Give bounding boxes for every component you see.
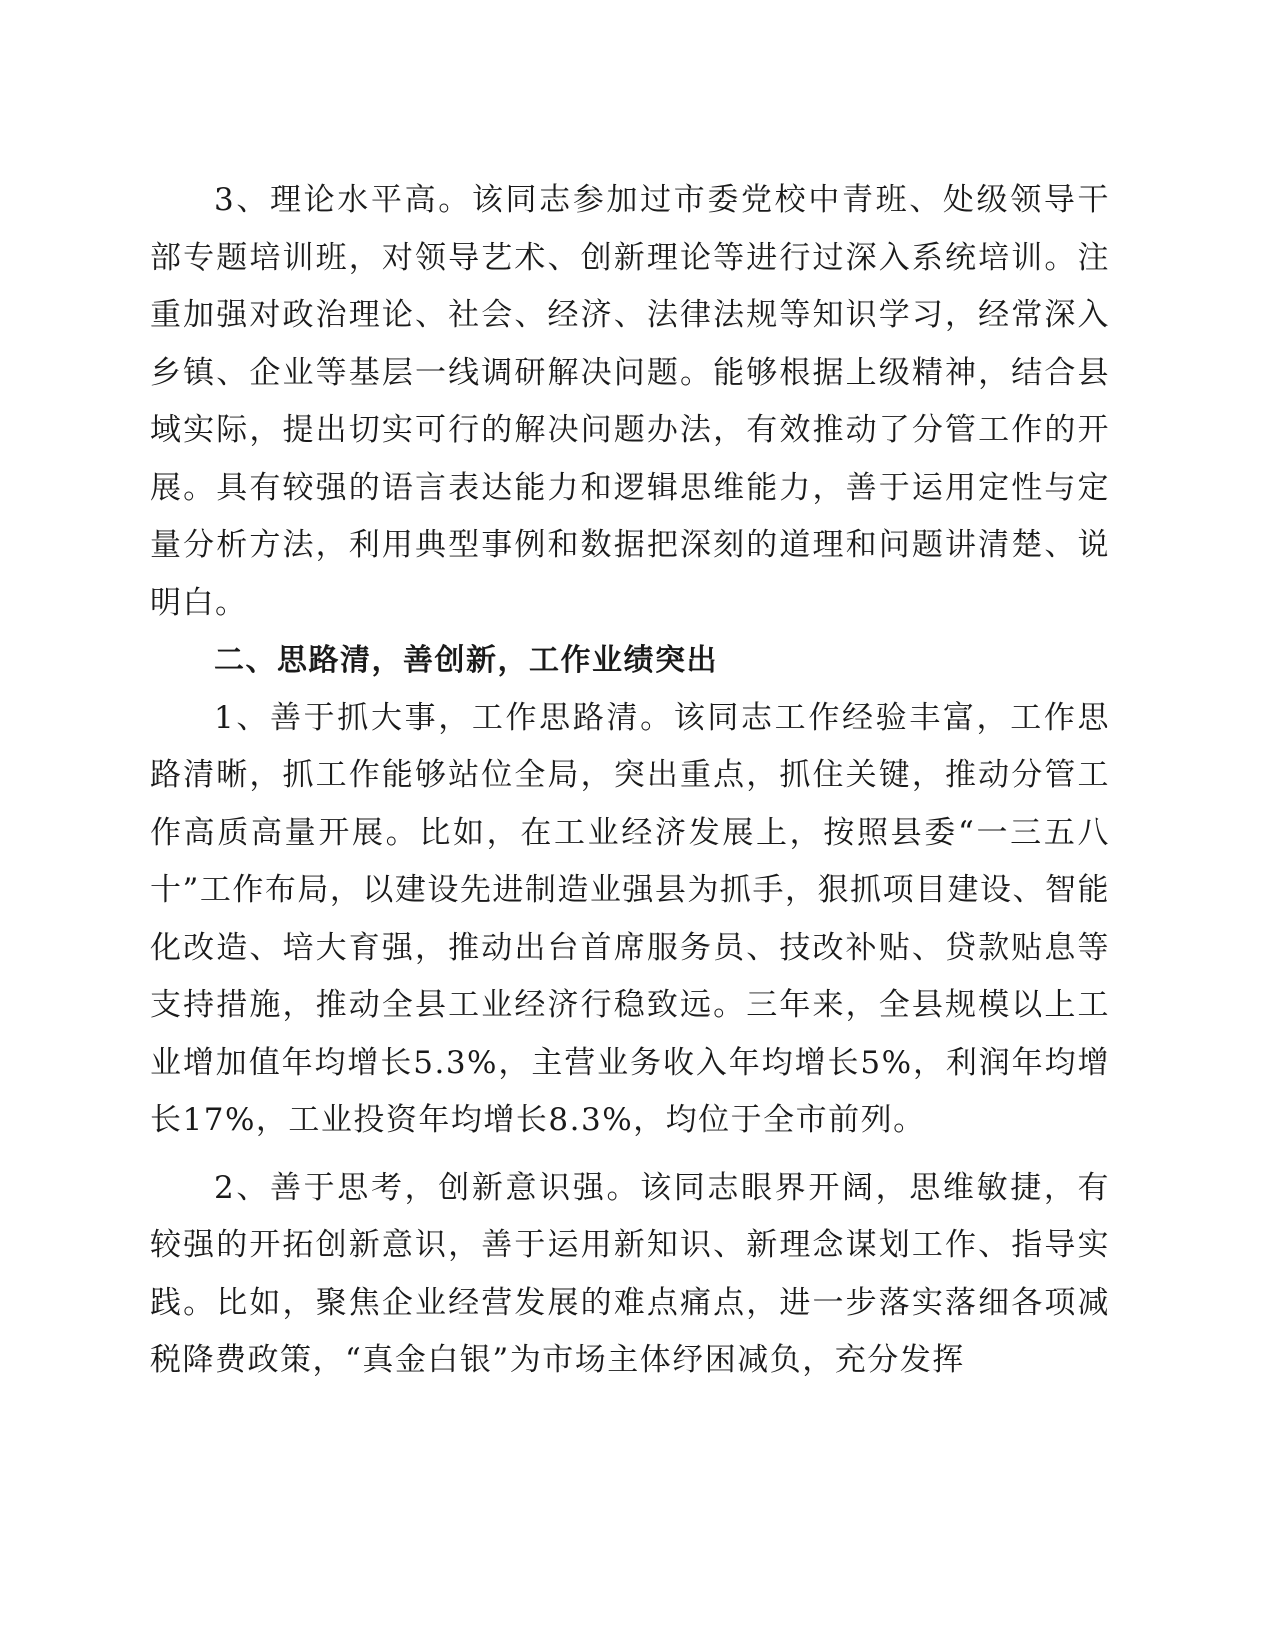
document-page — [150, 172, 1110, 1390]
paragraph-gap — [150, 1150, 1110, 1160]
paragraph-innovation: 2、善于思考，创新意识强。该同志眼界开阔，思维敏捷，有较强的开拓创新意识，善于运用新知识、新理念谋划工作、指导实践。比如，聚焦企业经营发展的难点痛点，进一步落实落细各项减税降费政策，“真金白银”为市场主体纾困减负，充分发挥 — [150, 1169, 1110, 1378]
paragraph-theory-level: 3、理论水平高。该同志参加过市委党校中青班、处级领导干部专题培训班，对领导艺术、创新理论等进行过深入系统培训。注重加强对政治理论、社会、经济、法律法规等知识学习，经常深入乡镇、企业等基层一线调研解决问题。能够根据上级精神，结合县域实际，提出切实可行的解决问题办法，有效推动了分管工作的开展。具有较强的语言表达能力和逻辑思维能力，善于运用定性与定量分析方法，利用典型事例和数据把深刻的道理和问题讲清楚、说明白。 — [150, 182, 1110, 621]
paragraph-work-ideas: 1、善于抓大事，工作思路清。该同志工作经验丰富，工作思路清晰，抓工作能够站位全局，突出重点，抓住关键，推动分管工作高质高量开展。比如，在工业经济发展上，按照县委“一三五八十”工作布局，以建设先进制造业强县为抓手，狠抓项目建设、智能化改造、培大育强，推动出台首席服务员、技改补贴、贷款贴息等支持措施，推动全县工业经济行稳致远。三年来，全县规模以上工业增加值年均增长5.3%，主营业务收入年均增长5%，利润年均增长17%，工业投资年均增长8.3%，均位于全市前列。 — [150, 699, 1110, 1138]
section-heading: 二、思路清，善创新，工作业绩突出 — [214, 643, 718, 678]
